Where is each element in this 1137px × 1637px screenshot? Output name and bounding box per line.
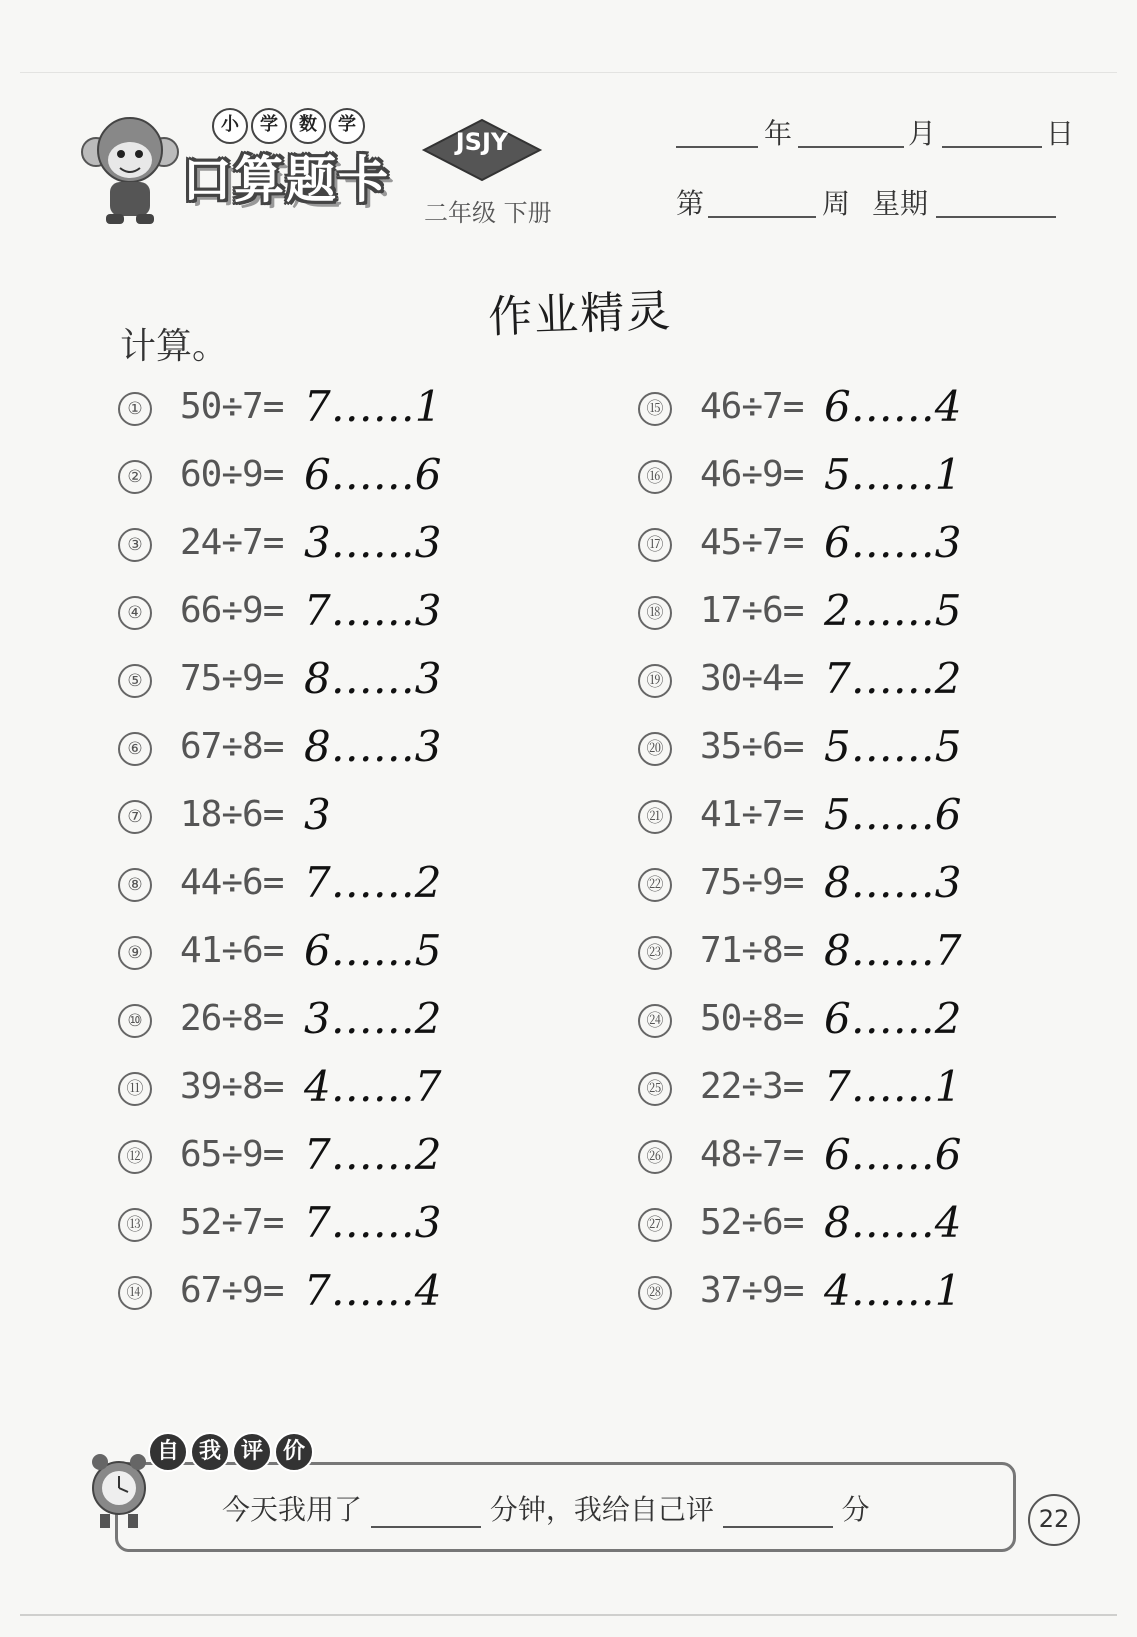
problem-expression: 52÷6= (700, 1202, 804, 1243)
problem-number: ④ (118, 596, 152, 630)
problem-row (118, 450, 598, 514)
problem-row (638, 654, 1118, 718)
problem-row (118, 926, 598, 990)
handwritten-answer: 4……1 (824, 1266, 962, 1315)
handwritten-answer: 6……5 (304, 926, 442, 975)
handwritten-answer: 7……1 (824, 1062, 962, 1111)
score-blank[interactable] (723, 1498, 833, 1528)
problem-row (118, 994, 598, 1058)
problem-expression: 17÷6= (700, 590, 804, 631)
instruction: 计算。 (120, 326, 229, 367)
handwritten-answer: 5……1 (824, 450, 962, 499)
problem-expression: 24÷7= (180, 522, 284, 563)
problem-number: ⑰ (638, 528, 672, 562)
eval-char: 价 (274, 1432, 314, 1472)
problem-expression: 52÷7= (180, 1202, 284, 1243)
problem-number: ⑮ (638, 392, 672, 426)
monkey-mascot-icon (78, 110, 182, 230)
handwritten-answer: 8……3 (824, 858, 962, 907)
problem-expression: 48÷7= (700, 1134, 804, 1175)
problem-row (638, 1062, 1118, 1126)
problem-expression: 50÷7= (180, 386, 284, 427)
weekday-label: 星期 (872, 187, 929, 220)
handwritten-answer: 6……2 (824, 994, 962, 1043)
problem-number: ⑨ (118, 936, 152, 970)
problem-expression: 41÷6= (180, 930, 284, 971)
problem-number: ㉖ (638, 1140, 672, 1174)
handwritten-answer: 3……3 (304, 518, 442, 567)
handwritten-answer: 7……4 (304, 1266, 442, 1315)
problem-expression: 71÷8= (700, 930, 804, 971)
year-label: 年 (764, 117, 793, 150)
problem-expression: 50÷8= (700, 998, 804, 1039)
problem-number: ⑯ (638, 460, 672, 494)
problem-row (118, 518, 598, 582)
month-label: 月 (908, 117, 937, 150)
problem-row (638, 1130, 1118, 1194)
handwritten-answer: 8……3 (304, 654, 442, 703)
eval-text-before: 今天我用了 (222, 1493, 363, 1526)
problem-number: ⑲ (638, 664, 672, 698)
problem-number: ㉓ (638, 936, 672, 970)
problem-expression: 67÷9= (180, 1270, 284, 1311)
series-title (212, 108, 365, 144)
problem-row (638, 790, 1118, 854)
series-char: 学 (329, 108, 365, 144)
problem-row (118, 1198, 598, 1262)
handwritten-answer: 8……3 (304, 722, 442, 771)
handwritten-answer: 8……4 (824, 1198, 962, 1247)
handwritten-answer: 5……6 (824, 790, 962, 839)
eval-text-after: 分 (841, 1493, 870, 1526)
handwritten-answer: 7……1 (304, 382, 442, 431)
problem-number: ⑦ (118, 800, 152, 834)
problem-number: ㉗ (638, 1208, 672, 1242)
problem-number: ㉒ (638, 868, 672, 902)
eval-char: 我 (190, 1432, 230, 1472)
problem-expression: 75÷9= (700, 862, 804, 903)
year-blank[interactable] (676, 146, 758, 148)
problem-number: ⑤ (118, 664, 152, 698)
problem-expression: 65÷9= (180, 1134, 284, 1175)
problem-number: ② (118, 460, 152, 494)
eval-text-middle: 分钟，我给自己评 (489, 1493, 714, 1526)
problem-number: ⑥ (118, 732, 152, 766)
problem-row (118, 722, 598, 786)
day-label: 日 (1046, 117, 1075, 150)
scan-edge-top (20, 72, 1117, 73)
handwritten-answer: 7……2 (304, 858, 442, 907)
problem-expression: 41÷7= (700, 794, 804, 835)
handwritten-answer: 6……6 (304, 450, 442, 499)
problem-expression: 45÷7= (700, 522, 804, 563)
week-fields (676, 182, 1066, 222)
minutes-blank[interactable] (371, 1498, 481, 1528)
problem-row (638, 858, 1118, 922)
problem-row (638, 450, 1118, 514)
series-char: 数 (290, 108, 326, 144)
weekday-blank[interactable] (936, 216, 1056, 218)
scan-edge-bottom (20, 1614, 1117, 1616)
handwritten-answer: 8……7 (824, 926, 962, 975)
day-blank[interactable] (942, 146, 1042, 148)
problem-number: ⑬ (118, 1208, 152, 1242)
problem-expression: 46÷7= (700, 386, 804, 427)
week-label: 周 (822, 187, 851, 220)
problem-expression: 26÷8= (180, 998, 284, 1039)
problem-row (118, 858, 598, 922)
page-number: 22 (1028, 1494, 1080, 1546)
eval-char: 评 (232, 1432, 272, 1472)
handwritten-answer: 3……2 (304, 994, 442, 1043)
handwritten-answer: 2……5 (824, 586, 962, 635)
problem-number: ③ (118, 528, 152, 562)
problem-row (638, 722, 1118, 786)
handwritten-answer: 3 (304, 790, 331, 839)
handwritten-answer: 5……5 (824, 722, 962, 771)
problem-number: ⑳ (638, 732, 672, 766)
handwritten-title: 作业精灵 (487, 285, 673, 344)
handwritten-answer: 6……6 (824, 1130, 962, 1179)
problem-expression: 66÷9= (180, 590, 284, 631)
eval-char: 自 (148, 1432, 188, 1472)
week-blank[interactable] (708, 216, 816, 218)
problem-number: ⑱ (638, 596, 672, 630)
problem-expression: 46÷9= (700, 454, 804, 495)
problem-expression: 60÷9= (180, 454, 284, 495)
problem-row (118, 1130, 598, 1194)
problem-row (118, 382, 598, 446)
problem-expression: 75÷9= (180, 658, 284, 699)
problem-expression: 22÷3= (700, 1066, 804, 1107)
handwritten-answer: 7……2 (304, 1130, 442, 1179)
problem-number: ⑪ (118, 1072, 152, 1106)
handwritten-answer: 4……7 (304, 1062, 442, 1111)
series-char: 小 (212, 108, 248, 144)
handwritten-answer: 7……3 (304, 586, 442, 635)
problem-number: ㉔ (638, 1004, 672, 1038)
problem-row (118, 790, 598, 854)
problem-number: ⑩ (118, 1004, 152, 1038)
problem-row (118, 654, 598, 718)
handwritten-answer: 6……4 (824, 382, 962, 431)
problem-number: ⑫ (118, 1140, 152, 1174)
problem-expression: 39÷8= (180, 1066, 284, 1107)
problem-row (638, 518, 1118, 582)
handwritten-answer: 6……3 (824, 518, 962, 567)
problem-expression: 18÷6= (180, 794, 284, 835)
grade-label: 二年级 下册 (424, 199, 552, 227)
publisher-badge-text: JSJY (455, 128, 509, 156)
self-evaluation-badge (148, 1432, 314, 1472)
problem-expression: 37÷9= (700, 1270, 804, 1311)
month-blank[interactable] (798, 146, 904, 148)
problem-row (118, 1062, 598, 1126)
problem-expression: 44÷6= (180, 862, 284, 903)
problem-row (638, 586, 1118, 650)
problem-expression: 35÷6= (700, 726, 804, 767)
problem-row (638, 994, 1118, 1058)
problem-expression: 30÷4= (700, 658, 804, 699)
handwritten-answer: 7……2 (824, 654, 962, 703)
problem-expression: 67÷8= (180, 726, 284, 767)
problem-row (118, 586, 598, 650)
problem-number: ㉘ (638, 1276, 672, 1310)
alarm-clock-icon (86, 1442, 152, 1532)
handwritten-answer: 7……3 (304, 1198, 442, 1247)
problem-row (638, 926, 1118, 990)
problem-row (638, 1266, 1118, 1330)
series-char: 学 (251, 108, 287, 144)
problem-number: ㉑ (638, 800, 672, 834)
self-evaluation-text (222, 1488, 870, 1528)
problem-row (118, 1266, 598, 1330)
problem-number: ⑭ (118, 1276, 152, 1310)
date-fields (676, 112, 1075, 152)
problem-row (638, 382, 1118, 446)
problem-row (638, 1198, 1118, 1262)
week-prefix: 第 (676, 187, 705, 220)
problem-number: ① (118, 392, 152, 426)
problem-number: ⑧ (118, 868, 152, 902)
brand-title: 口算题卡 (182, 151, 390, 209)
problem-number: ㉕ (638, 1072, 672, 1106)
